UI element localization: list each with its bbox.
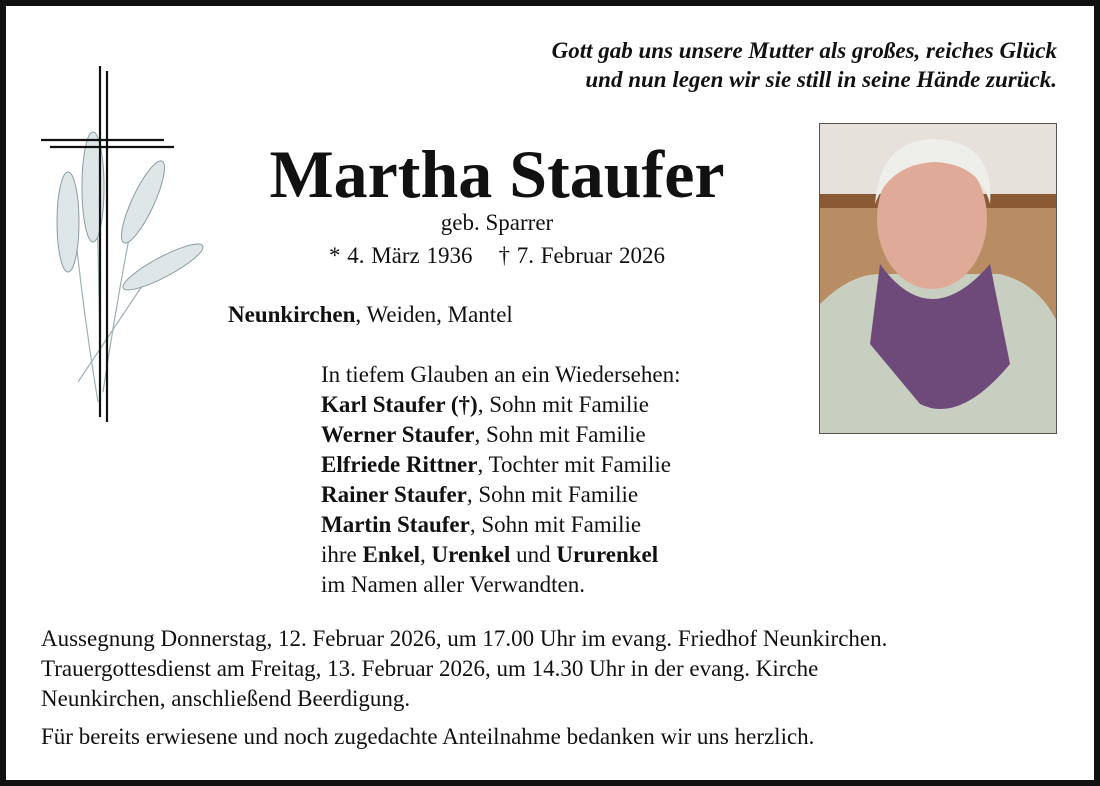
memorial-quote	[552, 36, 1057, 94]
places	[228, 302, 513, 328]
member-relation: , Sohn mit Familie	[474, 422, 646, 447]
family-member	[321, 450, 680, 480]
text: Ururenkel	[556, 542, 659, 567]
death-date: † 7. Februar 2026	[498, 243, 666, 268]
family-intro: In tiefem Glauben an ein Wiedersehen:	[321, 362, 681, 387]
member-relation: , Sohn mit Familie	[466, 482, 639, 507]
family-member	[321, 510, 680, 540]
family-list	[321, 360, 680, 600]
text: ,	[420, 542, 432, 567]
member-name: Karl Staufer (†)	[321, 392, 478, 417]
service-line: Trauergottesdienst am Freitag, 13. Februar 2026, um 14.30 Uhr in der evang. Kirche	[41, 656, 819, 681]
thanks-line: Für bereits erwiesene und noch zugedachte Anteilnahme bedanken wir uns herzlich.	[41, 724, 815, 749]
member-name: Werner Staufer	[321, 422, 475, 447]
member-name: Elfriede Rittner	[321, 452, 478, 477]
member-relation: , Sohn mit Familie	[477, 392, 649, 417]
text: Enkel	[362, 542, 421, 567]
family-closing: im Namen aller Verwandten.	[321, 572, 585, 597]
family-member	[321, 480, 680, 510]
member-name: Martin Staufer	[321, 512, 470, 537]
text: Urenkel	[431, 542, 511, 567]
text: und	[510, 542, 557, 567]
quote-line: Gott gab uns unsere Mutter als großes, reiches Glück	[551, 38, 1057, 63]
maiden-name: geb. Sparrer	[440, 210, 554, 235]
member-name: Rainer Staufer	[321, 482, 467, 507]
service-line: Neunkirchen, anschließend Beerdigung.	[41, 686, 411, 711]
main-place: Neunkirchen	[228, 302, 356, 327]
deceased-name: Martha Staufer	[269, 136, 725, 212]
portrait-photo	[819, 123, 1057, 434]
quote-line: und nun legen wir sie still in seine Hände zurück.	[585, 67, 1057, 92]
member-relation: , Tochter mit Familie	[477, 452, 671, 477]
grandchildren-line	[321, 540, 680, 570]
cross-with-wheat-icon	[38, 62, 208, 427]
birth-date: * 4. März 1936	[328, 243, 473, 268]
text: ihre	[321, 542, 363, 567]
family-member	[321, 390, 680, 420]
family-member	[321, 420, 680, 450]
other-places: , Weiden, Mantel	[355, 302, 513, 327]
service-details	[41, 624, 887, 752]
service-line: Aussegnung Donnerstag, 12. Februar 2026, um 17.00 Uhr im evang. Friedhof Neunkirchen.	[41, 626, 888, 651]
member-relation: , Sohn mit Familie	[469, 512, 642, 537]
life-dates	[200, 243, 794, 269]
